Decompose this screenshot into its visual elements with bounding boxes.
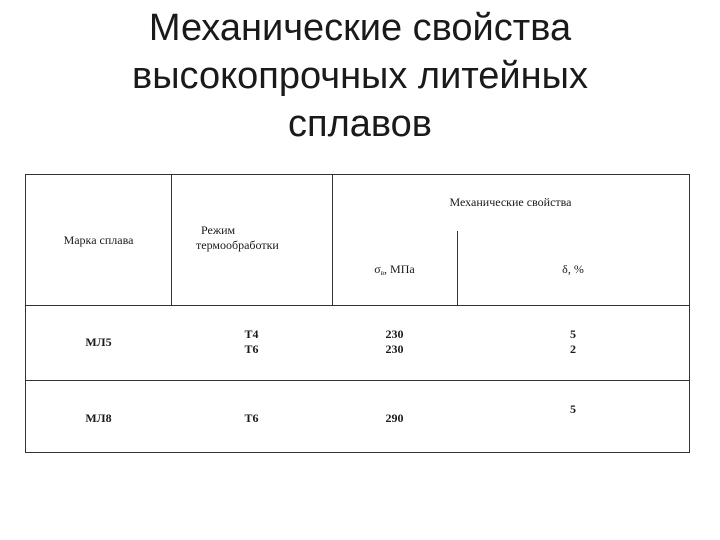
header-properties: Механические свойства xyxy=(449,195,572,209)
row-2-mode: Т6 xyxy=(244,411,259,425)
sigma-subscript: в xyxy=(380,269,385,277)
row-1-delta xyxy=(457,327,689,357)
row-1-delta-2: 2 xyxy=(570,342,576,356)
header-delta: δ, % xyxy=(562,262,584,276)
row-1-alloy: МЛ5 xyxy=(85,335,112,349)
header-heat-treatment xyxy=(196,223,332,253)
title-line-2: высокопрочных литейных xyxy=(132,55,588,97)
header-mode-line-2: термообработки xyxy=(196,238,279,252)
row-1-mode-1: Т4 xyxy=(244,327,259,341)
row-1-sigma xyxy=(332,327,457,357)
sigma-unit: , МПа xyxy=(384,262,415,276)
row-1-delta-1: 5 xyxy=(570,327,576,341)
title-line-1: Механические свойства xyxy=(148,7,572,49)
table-divider xyxy=(26,305,689,306)
sigma-symbol: σ xyxy=(374,262,381,276)
row-1-sigma-1: 230 xyxy=(385,327,404,341)
header-alloy: Марка сплава xyxy=(63,233,134,247)
row-1-sigma-2: 230 xyxy=(385,342,404,356)
properties-table xyxy=(25,174,690,453)
row-2-sigma: 290 xyxy=(385,411,404,425)
table-divider xyxy=(171,175,172,305)
header-sigma xyxy=(332,262,457,281)
slide-title xyxy=(60,4,660,148)
table-divider xyxy=(26,380,689,381)
row-2-alloy: МЛ8 xyxy=(85,411,112,425)
row-1-mode xyxy=(171,327,332,357)
header-mode-line-1: Режим xyxy=(201,223,236,237)
row-1-mode-2: Т6 xyxy=(244,342,259,356)
title-line-3: сплавов xyxy=(288,103,432,145)
row-2-delta: 5 xyxy=(570,402,576,416)
